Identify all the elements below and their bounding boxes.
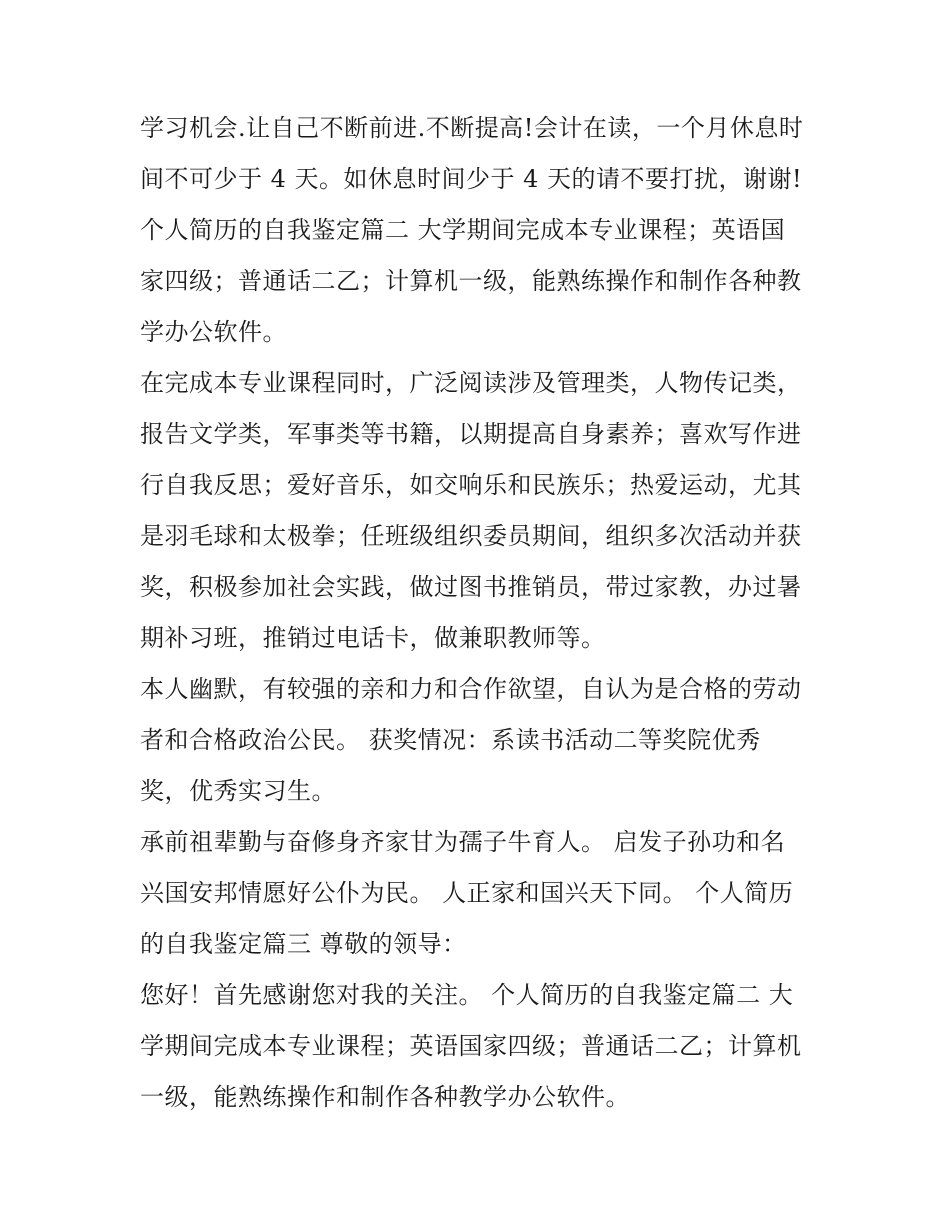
text-line: 者和合格政治公民。 获奖情况：系读书活动二等奖院优秀 [140, 726, 761, 754]
text-line: 兴国安邦情愿好公仆为民。 人正家和国兴天下同。 个人简历 [140, 879, 794, 907]
text-line: 间不可少于 4 天。如休息时间少于 4 天的请不要打扰，谢谢! [140, 165, 803, 193]
text-line: 是羽毛球和太极拳；任班级组织委员期间，组织多次活动并获 [140, 522, 802, 550]
text-line: 本人幽默，有较强的亲和力和合作欲望，自认为是合格的劳动 [140, 675, 802, 703]
text-line: 承前祖辈勤与奋修身齐家甘为孺子牛育人。 启发子孙功和名 [140, 828, 786, 856]
text-line: 报告文学类，军事类等书籍，以期提高自身素养；喜欢写作进 [140, 420, 802, 448]
text-line: 奖，优秀实习生。 [140, 777, 336, 805]
text-line: 一级，能熟练操作和制作各种教学办公软件。 [140, 1083, 630, 1111]
text-line: 学习机会.让自己不断前进.不断提高!会计在读，一个月休息时 [140, 114, 804, 142]
text-line: 行自我反思；爱好音乐，如交响乐和民族乐；热爱运动，尤其 [140, 471, 802, 499]
text-line: 家四级；普通话二乙；计算机一级，能熟练操作和制作各种教 [140, 267, 802, 295]
text-line: 期补习班，推销过电话卡，做兼职教师等。 [140, 624, 606, 652]
text-line: 学期间完成本专业课程；英语国家四级；普通话二乙；计算机 [140, 1032, 802, 1060]
text-line: 您好！首先感谢您对我的关注。 个人简历的自我鉴定篇二 大 [140, 981, 794, 1009]
text-line: 奖，积极参加社会实践，做过图书推销员，带过家教，办过暑 [140, 573, 802, 601]
text-line: 学办公软件。 [140, 318, 287, 346]
text-line: 个人简历的自我鉴定篇二 大学期间完成本专业课程；英语国 [140, 216, 786, 244]
text-line: 在完成本专业课程同时，广泛阅读涉及管理类，人物传记类， [140, 369, 802, 397]
text-line: 的自我鉴定篇三 尊敬的领导： [140, 930, 467, 958]
document-body [140, 103, 820, 1123]
